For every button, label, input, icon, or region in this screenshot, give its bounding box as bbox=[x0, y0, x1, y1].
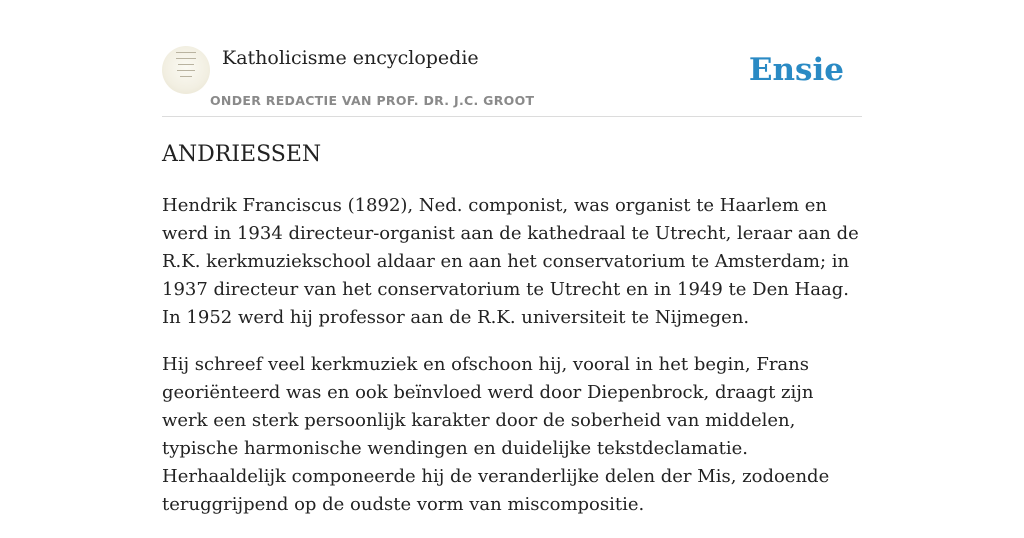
header bbox=[162, 0, 862, 117]
entry-paragraph: Hendrik Franciscus (1892), Ned. componist, was organist te Haarlem en werd in 1934 directeur-organist aan de kathedraal te Utrecht, leraar aan de R.K. kerkmuziekschool aldaar en aan het conservatorium te Amsterdam; in 1937 directeur van het conservatorium te Utrecht en in 1949 te Den Haag. In 1952 werd hij professor aan de R.K. universiteit te Nijmegen. bbox=[162, 195, 859, 328]
entry-title: ANDRIESSEN bbox=[162, 142, 322, 167]
page bbox=[162, 0, 862, 515]
book-editor: ONDER REDACTIE VAN PROF. DR. J.C. GROOT bbox=[210, 93, 535, 108]
book-cover-image[interactable] bbox=[162, 46, 210, 94]
entry-paragraph: Hij schreef veel kerkmuziek en ofschoon hij, vooral in het begin, Frans georiënteerd was en ook beïnvloed werd door Diepenbrock, draagt zijn werk een sterk persoonlijk karakter door de soberheid van middelen, typische harmonische wendingen en duidelijke tekstdeclamatie. Herhaaldelijk componeerde hij de veranderlijke delen der Mis, zodoende teruggrijpend op de oudste vorm van miscompositie. bbox=[162, 354, 830, 515]
entry-body bbox=[162, 192, 864, 538]
book-title[interactable]: Katholicisme encyclopedie bbox=[222, 47, 479, 69]
brand-logo[interactable]: Ensie bbox=[748, 52, 844, 88]
